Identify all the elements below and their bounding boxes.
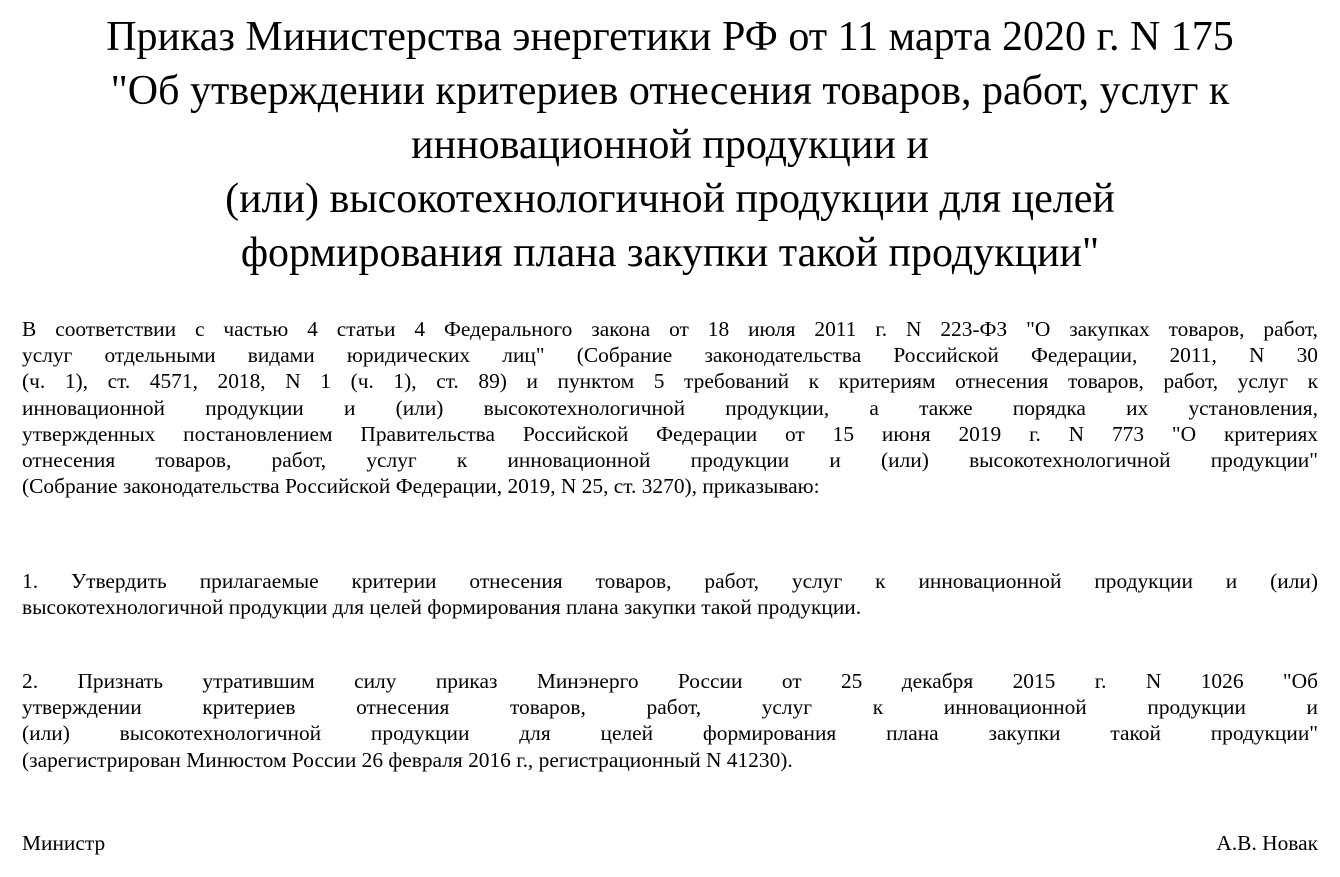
preamble-paragraph	[22, 316, 1318, 499]
preamble-line: В соответствии с частью 4 статьи 4 Федерального закона от 18 июля 2011 г. N 223-ФЗ "О закупках товаров, работ,	[22, 317, 1318, 341]
preamble-line: (ч. 1), ст. 4571, 2018, N 1 (ч. 1), ст. 89) и пунктом 5 требований к критериям отнесения товаров, работ, услуг к	[22, 369, 1318, 394]
title-line: (или) высокотехнологичной продукции для целей	[225, 176, 1115, 222]
document-title	[20, 10, 1320, 280]
preamble-line: инновационной продукции и (или) высокотехнологичной продукции, а также порядка их установления,	[22, 395, 1318, 420]
preamble-line: услуг отдельными видами юридических лиц" (Собрание законодательства Российской Федерации, 2011, N 30	[22, 343, 1318, 368]
item-2-line: (или) высокотехнологичной продукции для целей формирования плана закупки такой продукции"	[22, 721, 1318, 746]
item-2-line: 2. Признать утратившим силу приказ Минэнерго России от 25 декабря 2015 г. N 1026 "Об	[22, 669, 1318, 693]
signatory-position: Министр	[22, 831, 106, 855]
item-1-line: высокотехнологичной продукции для целей формирования плана закупки такой продукции.	[22, 595, 862, 620]
title-line: Приказ Министерства энергетики РФ от 11 марта 2020 г. N 175	[106, 14, 1234, 60]
item-1-paragraph	[22, 568, 1318, 620]
item-2-line: (зарегистрирован Минюстом России 26 февраля 2016 г., регистрационный N 41230).	[22, 747, 793, 772]
title-line: формирования плана закупки такой продукции"	[240, 230, 1100, 276]
preamble-line: (Собрание законодательства Российской Федерации, 2019, N 25, ст. 3270), приказываю:	[22, 474, 820, 499]
title-line: "Об утверждении критериев отнесения товаров, работ, услуг к	[110, 68, 1230, 114]
preamble-line: отнесения товаров, работ, услуг к инновационной продукции и (или) высокотехнологичной продукции"	[22, 448, 1318, 473]
signature-block	[22, 830, 1318, 856]
item-1-line: 1. Утвердить прилагаемые критерии отнесения товаров, работ, услуг к инновационной продукции и (или)	[22, 569, 1318, 593]
item-2-line: утверждении критериев отнесения товаров, работ, услуг к инновационной продукции и	[22, 695, 1318, 720]
preamble-line: утвержденных постановлением Правительства Российской Федерации от 15 июня 2019 г. N 773 "О критериях	[22, 421, 1318, 446]
title-line: инновационной продукции и	[411, 122, 929, 168]
signatory-name: А.В. Новак	[1216, 831, 1318, 855]
item-2-paragraph	[22, 668, 1318, 773]
